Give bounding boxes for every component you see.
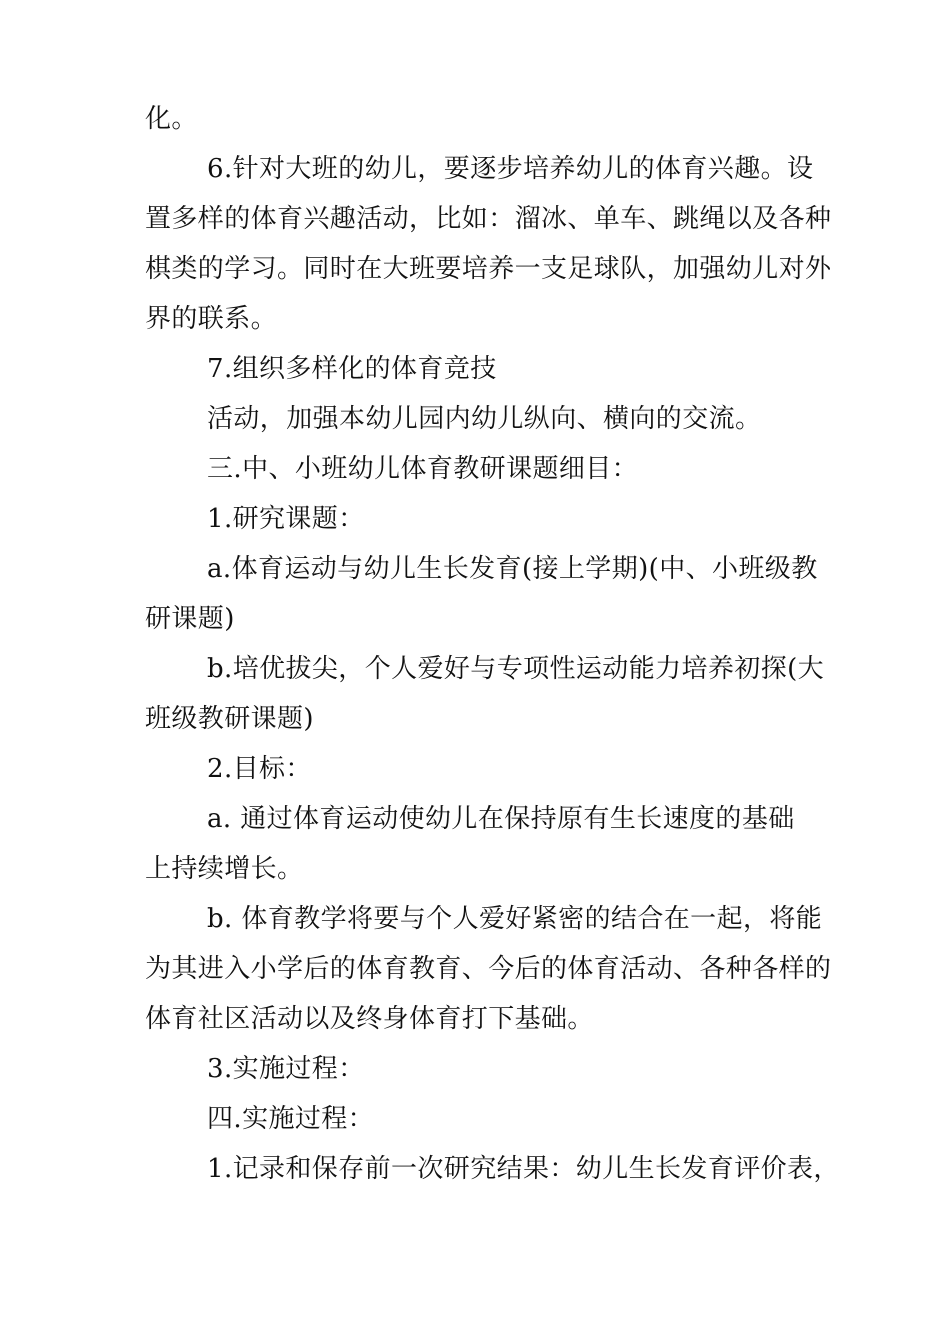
text-line: b. 体育教学将要与个人爱好紧密的结合在一起，将能	[207, 904, 823, 934]
text-line: 棋类的学习。同时在大班要培养一支足球队，加强幼儿对外	[145, 254, 832, 284]
text-line: 研课题)	[145, 604, 235, 634]
text-line: 3.实施过程：	[207, 1054, 365, 1084]
text-line: 6.针对大班的幼儿，要逐步培养幼儿的体育兴趣。设	[207, 154, 814, 184]
text-line: 上持续增长。	[145, 854, 304, 884]
section-heading: 三.中、小班幼儿体育教研课题细目：	[207, 454, 639, 484]
text-line: 2.目标：	[207, 754, 312, 784]
text-line: 化。	[145, 104, 198, 134]
text-line: a. 通过体育运动使幼儿在保持原有生长速度的基础	[207, 804, 795, 834]
text-line: b.培优拔尖，个人爱好与专项性运动能力培养初探(大	[207, 654, 825, 684]
text-line: 置多样的体育兴趣活动，比如：溜冰、单车、跳绳以及各种	[145, 204, 832, 234]
text-line: 7.组织多样化的体育竞技	[207, 354, 497, 384]
text-line: 为其进入小学后的体育教育、今后的体育活动、各种各样的	[145, 954, 832, 984]
text-line: 1.记录和保存前一次研究结果：幼儿生长发育评价表，	[207, 1154, 840, 1184]
text-line: 1.研究课题：	[207, 504, 365, 534]
text-line: 体育社区活动以及终身体育打下基础。	[145, 1004, 594, 1034]
section-heading: 四.实施过程：	[207, 1104, 375, 1134]
text-line: 班级教研课题)	[145, 704, 314, 734]
text-line: a.体育运动与幼儿生长发育(接上学期)(中、小班级教	[207, 554, 818, 584]
text-line: 活动，加强本幼儿园内幼儿纵向、横向的交流。	[207, 404, 762, 434]
text-line: 界的联系。	[145, 304, 278, 334]
